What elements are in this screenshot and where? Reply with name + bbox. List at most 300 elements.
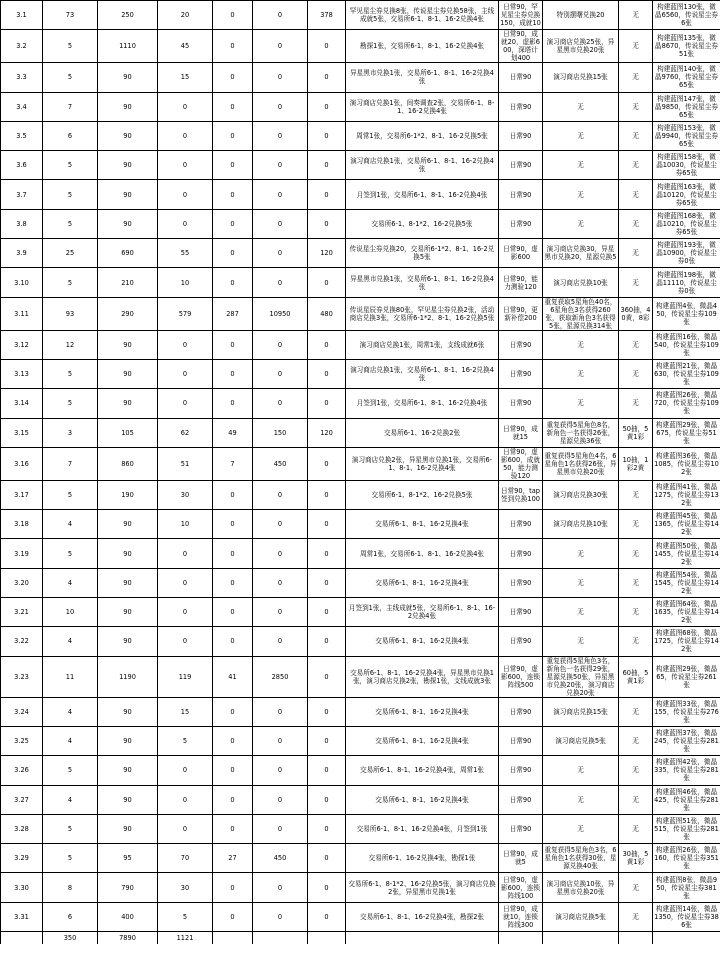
cell-shop-source: 无 — [543, 756, 619, 785]
total-date — [1, 932, 43, 944]
cell-col-g: 0 — [308, 627, 346, 656]
cell-source-detail: 异星黑市兑换1张，交易所6-1、8-1、16-2兑换4张 — [346, 268, 499, 297]
cell-col-e: 0 — [213, 510, 253, 539]
cell-pull-result: 无 — [619, 627, 653, 656]
table-row — [1, 359, 720, 388]
cell-daily-source: 日常90 — [499, 756, 543, 785]
cell-col-b: 11 — [43, 656, 98, 697]
cell-col-g: 0 — [308, 330, 346, 359]
cell-pull-result: 60抽，5黄1彩 — [619, 656, 653, 697]
cell-col-f: 150 — [253, 418, 308, 447]
cell-col-f: 0 — [253, 627, 308, 656]
cell-col-c: 90 — [98, 756, 158, 785]
total-col-g — [308, 932, 346, 944]
cell-col-d: 55 — [158, 239, 213, 268]
cell-col-g: 0 — [308, 63, 346, 92]
cell-col-d: 70 — [158, 844, 213, 873]
cell-pull-result: 无 — [619, 480, 653, 509]
cell-daily-source: 日常90 — [499, 697, 543, 726]
cell-col-g: 0 — [308, 180, 346, 209]
cell-col-g: 0 — [308, 121, 346, 150]
cell-col-g: 0 — [308, 844, 346, 873]
cell-source-detail: 交易所6-1、8-1、16-2兑换4张，月签到1张 — [346, 814, 499, 843]
cell-col-b: 5 — [43, 756, 98, 785]
cell-col-d: 20 — [158, 1, 213, 30]
cell-col-e: 0 — [213, 92, 253, 121]
cell-col-d: 5 — [158, 902, 213, 931]
cell-col-c: 90 — [98, 814, 158, 843]
cell-pull-result: 无 — [619, 902, 653, 931]
cell-shop-source: 重复获得5星角色4名，6星角色1名获得26张，异星黑市兑换20张 — [543, 447, 619, 480]
cell-col-e: 0 — [213, 568, 253, 597]
cell-col-d: 0 — [158, 151, 213, 180]
cell-col-c: 90 — [98, 539, 158, 568]
cell-balance: 构建蓝图168张，微晶10210，传说星尘券65张 — [653, 209, 720, 238]
cell-balance: 构建蓝图46张，微晶425，传说星尘券281张 — [653, 785, 720, 814]
cell-date: 3.13 — [1, 359, 43, 388]
cell-col-e: 287 — [213, 297, 253, 330]
cell-col-f: 0 — [253, 814, 308, 843]
cell-daily-source: 日常90 — [499, 726, 543, 755]
cell-col-e: 0 — [213, 598, 253, 627]
cell-col-b: 12 — [43, 330, 98, 359]
table-row — [1, 209, 720, 238]
cell-col-f: 450 — [253, 844, 308, 873]
cell-balance: 构建蓝图16张，微晶540，传说星尘券109张 — [653, 330, 720, 359]
cell-source-detail: 交易所6-1、8-1*2、16-2兑换5张 — [346, 209, 499, 238]
cell-source-detail: 交易所6-1、8-1、16-2兑换4张，勘探2张 — [346, 902, 499, 931]
table-row — [1, 627, 720, 656]
cell-pull-result: 无 — [619, 63, 653, 92]
cell-source-detail: 交易所6-1、16-2兑换4张，勘探1张 — [346, 844, 499, 873]
cell-col-g: 0 — [308, 814, 346, 843]
cell-pull-result: 50抽，5黄1彩 — [619, 418, 653, 447]
cell-col-g: 0 — [308, 656, 346, 697]
cell-col-d: 5 — [158, 726, 213, 755]
table-row — [1, 330, 720, 359]
cell-date: 3.8 — [1, 209, 43, 238]
cell-col-e: 0 — [213, 180, 253, 209]
cell-col-d: 0 — [158, 539, 213, 568]
cell-balance: 构建蓝图54张，微晶1545，传说星尘券142张 — [653, 568, 720, 597]
table-row — [1, 121, 720, 150]
cell-col-f: 0 — [253, 873, 308, 902]
cell-daily-source: 日常90，虚影600，成就50，能力测验120 — [499, 447, 543, 480]
table-row — [1, 726, 720, 755]
cell-date: 3.30 — [1, 873, 43, 902]
cell-col-d: 10 — [158, 268, 213, 297]
cell-daily-source: 日常90，成就5 — [499, 844, 543, 873]
cell-shop-source: 演习商店兑换15张 — [543, 697, 619, 726]
cell-col-c: 90 — [98, 63, 158, 92]
table-row — [1, 239, 720, 268]
table-row — [1, 480, 720, 509]
total-source-detail — [346, 932, 499, 944]
cell-col-f: 0 — [253, 785, 308, 814]
cell-daily-source: 日常90 — [499, 209, 543, 238]
cell-source-detail: 交易所6-1、8-1、16-2兑换4张 — [346, 697, 499, 726]
cell-col-d: 45 — [158, 30, 213, 63]
cell-date: 3.29 — [1, 844, 43, 873]
cell-shop-source: 重复获得5星角色3名，6星角色1名获得30张，星源兑换40张 — [543, 844, 619, 873]
cell-balance: 构建蓝图193张，微晶10900，传说星尘券0张 — [653, 239, 720, 268]
cell-col-f: 0 — [253, 151, 308, 180]
cell-col-g: 480 — [308, 297, 346, 330]
cell-col-f: 0 — [253, 568, 308, 597]
cell-col-b: 4 — [43, 510, 98, 539]
cell-col-d: 0 — [158, 389, 213, 418]
cell-col-e: 0 — [213, 726, 253, 755]
cell-source-detail: 交易所6-1、8-1、16-2兑换4张 — [346, 510, 499, 539]
cell-source-detail: 演习商店兑换1张，交易所6-1、8-1、16-2兑换4张 — [346, 359, 499, 388]
cell-shop-source: 无 — [543, 121, 619, 150]
cell-col-d: 30 — [158, 873, 213, 902]
cell-col-c: 90 — [98, 726, 158, 755]
cell-shop-source: 演习商店兑换5张 — [543, 902, 619, 931]
cell-shop-source: 无 — [543, 92, 619, 121]
table-row — [1, 151, 720, 180]
table-row — [1, 418, 720, 447]
cell-col-d: 15 — [158, 63, 213, 92]
cell-col-d: 0 — [158, 756, 213, 785]
cell-col-c: 90 — [98, 330, 158, 359]
cell-pull-result: 无 — [619, 180, 653, 209]
cell-daily-source: 日常90 — [499, 539, 543, 568]
total-col-c: 7890 — [98, 932, 158, 944]
cell-pull-result: 10抽，1彩2黄 — [619, 447, 653, 480]
cell-col-e: 0 — [213, 627, 253, 656]
cell-daily-source: 日常90，罕见星尘券兑换150，成就10 — [499, 1, 543, 30]
cell-source-detail: 演习商店兑换1张，间奏调查2张，交易所6-1、8-1、16-2兑换4张 — [346, 92, 499, 121]
cell-col-g: 0 — [308, 30, 346, 63]
cell-col-d: 0 — [158, 209, 213, 238]
cell-balance: 构建蓝图51张，微晶515，传说星尘券281张 — [653, 814, 720, 843]
cell-pull-result: 无 — [619, 785, 653, 814]
cell-date: 3.19 — [1, 539, 43, 568]
cell-daily-source: 日常90 — [499, 63, 543, 92]
cell-col-f: 0 — [253, 756, 308, 785]
cell-col-f: 0 — [253, 180, 308, 209]
cell-source-detail: 周常1张，交易所6-1*2、8-1、16-2兑换5张 — [346, 121, 499, 150]
cell-col-d: 0 — [158, 598, 213, 627]
cell-col-d: 0 — [158, 330, 213, 359]
cell-balance: 构建蓝图140张，微晶9760，传说星尘券65张 — [653, 63, 720, 92]
cell-col-g: 0 — [308, 568, 346, 597]
total-col-f — [253, 932, 308, 944]
cell-col-e: 0 — [213, 330, 253, 359]
cell-balance: 构建蓝图26张，微晶720，传说星尘券109张 — [653, 389, 720, 418]
table-row — [1, 389, 720, 418]
cell-col-c: 690 — [98, 239, 158, 268]
cell-daily-source: 日常90，成就10，连锁阵线300 — [499, 902, 543, 931]
cell-col-c: 90 — [98, 785, 158, 814]
cell-balance: 构建蓝图135张，微晶8670，传说星尘券51张 — [653, 30, 720, 63]
cell-col-b: 25 — [43, 239, 98, 268]
cell-balance: 构建蓝图36张，微晶1085，传说星尘券102张 — [653, 447, 720, 480]
cell-col-d: 119 — [158, 656, 213, 697]
cell-balance: 构建蓝图4张，微晶450，传说星尘券109张 — [653, 297, 720, 330]
table-row — [1, 756, 720, 785]
cell-shop-source: 无 — [543, 389, 619, 418]
cell-shop-source: 无 — [543, 209, 619, 238]
cell-col-e: 0 — [213, 63, 253, 92]
table-row — [1, 873, 720, 902]
cell-pull-result: 无 — [619, 814, 653, 843]
cell-col-b: 5 — [43, 814, 98, 843]
cell-col-e: 0 — [213, 239, 253, 268]
cell-daily-source: 日常90，tap签到兑换100 — [499, 480, 543, 509]
cell-col-g: 0 — [308, 539, 346, 568]
cell-daily-source: 日常90，成就20，虚影600，深塔计划400 — [499, 30, 543, 63]
cell-col-b: 7 — [43, 447, 98, 480]
cell-col-c: 90 — [98, 389, 158, 418]
cell-balance: 构建蓝图42张，微晶335，传说星尘券281张 — [653, 756, 720, 785]
total-pull-result — [619, 932, 653, 944]
cell-col-e: 0 — [213, 902, 253, 931]
cell-col-e: 0 — [213, 756, 253, 785]
cell-col-c: 290 — [98, 297, 158, 330]
table-row — [1, 697, 720, 726]
cell-pull-result: 无 — [619, 539, 653, 568]
cell-col-g: 0 — [308, 598, 346, 627]
cell-daily-source: 日常90 — [499, 568, 543, 597]
cell-pull-result: 无 — [619, 1, 653, 30]
cell-daily-source: 日常90 — [499, 785, 543, 814]
cell-col-c: 90 — [98, 92, 158, 121]
cell-date: 3.9 — [1, 239, 43, 268]
table-row — [1, 814, 720, 843]
cell-col-d: 10 — [158, 510, 213, 539]
cell-shop-source: 无 — [543, 330, 619, 359]
table-row — [1, 656, 720, 697]
total-col-e — [213, 932, 253, 944]
cell-shop-source: 特别摆曙兑换20 — [543, 1, 619, 30]
cell-col-f: 0 — [253, 598, 308, 627]
cell-col-c: 90 — [98, 598, 158, 627]
table-body — [1, 1, 720, 944]
cell-source-detail: 演习商店兑换2张，异星黑市兑换1张，交易所6-1、8-1、16-2兑换4张 — [346, 447, 499, 480]
cell-col-c: 90 — [98, 121, 158, 150]
cell-col-g: 0 — [308, 151, 346, 180]
cell-col-b: 5 — [43, 151, 98, 180]
cell-col-g: 0 — [308, 697, 346, 726]
cell-col-g: 0 — [308, 447, 346, 480]
cell-source-detail: 演习商店兑换1张，交易所6-1、8-1、16-2兑换4张 — [346, 151, 499, 180]
cell-balance: 构建蓝图29张，微晶65，传说星尘券261张 — [653, 656, 720, 697]
cell-col-g: 0 — [308, 726, 346, 755]
cell-balance: 构建蓝图29张，微晶675，传说星尘券51张 — [653, 418, 720, 447]
cell-col-c: 90 — [98, 510, 158, 539]
cell-balance: 构建蓝图130张，微晶6560，传说星尘券6张 — [653, 1, 720, 30]
cell-date: 3.12 — [1, 330, 43, 359]
cell-col-g: 120 — [308, 418, 346, 447]
cell-col-b: 3 — [43, 418, 98, 447]
cell-shop-source: 演习商店兑换30，异星黑市兑换20，星源兑换5 — [543, 239, 619, 268]
cell-daily-source: 日常90，能力测验120 — [499, 268, 543, 297]
cell-source-detail: 交易所6-1、8-1、16-2兑换4张 — [346, 726, 499, 755]
cell-pull-result: 无 — [619, 873, 653, 902]
cell-col-c: 90 — [98, 151, 158, 180]
cell-daily-source: 日常90 — [499, 627, 543, 656]
cell-col-e: 0 — [213, 814, 253, 843]
cell-pull-result: 无 — [619, 330, 653, 359]
cell-col-b: 4 — [43, 726, 98, 755]
cell-col-g: 0 — [308, 209, 346, 238]
cell-col-d: 62 — [158, 418, 213, 447]
cell-daily-source: 日常90 — [499, 598, 543, 627]
cell-shop-source: 演习商店兑换25张，异星黑市兑换20张 — [543, 30, 619, 63]
cell-col-c: 90 — [98, 359, 158, 388]
cell-date: 3.6 — [1, 151, 43, 180]
cell-col-g: 0 — [308, 268, 346, 297]
cell-daily-source: 日常90，虚影600，连锁阵线100 — [499, 873, 543, 902]
cell-balance: 构建蓝图14张，微晶1350，传说星尘券386张 — [653, 902, 720, 931]
table-row — [1, 447, 720, 480]
cell-daily-source: 日常90 — [499, 121, 543, 150]
cell-balance: 构建蓝图26张，微晶160，传说星尘券351张 — [653, 844, 720, 873]
cell-col-g: 0 — [308, 359, 346, 388]
cell-date: 3.24 — [1, 697, 43, 726]
cell-col-c: 210 — [98, 268, 158, 297]
cell-balance: 构建蓝图68张，微晶1725，传说星尘券142张 — [653, 627, 720, 656]
cell-col-c: 90 — [98, 697, 158, 726]
cell-date: 3.11 — [1, 297, 43, 330]
cell-pull-result: 无 — [619, 359, 653, 388]
cell-date: 3.10 — [1, 268, 43, 297]
table-row — [1, 63, 720, 92]
cell-daily-source: 日常90 — [499, 151, 543, 180]
cell-shop-source: 重复获得5星角色8名，新角色一名获得26张，星源兑换36张 — [543, 418, 619, 447]
cell-col-g: 0 — [308, 92, 346, 121]
cell-pull-result: 360抽，40黄，8彩 — [619, 297, 653, 330]
cell-source-detail: 月签到1张，主线成就5张，交易所6-1、8-1、16-2兑换4张 — [346, 598, 499, 627]
cell-col-f: 0 — [253, 239, 308, 268]
cell-col-b: 6 — [43, 902, 98, 931]
cell-pull-result: 无 — [619, 726, 653, 755]
table-row — [1, 568, 720, 597]
cell-col-e: 7 — [213, 447, 253, 480]
cell-source-detail: 异星黑市兑换1张，交易所6-1、8-1、16-2兑换4张 — [346, 63, 499, 92]
cell-balance: 构建蓝图41张，微晶1275，传说星尘券132张 — [653, 480, 720, 509]
cell-date: 3.31 — [1, 902, 43, 931]
cell-pull-result: 无 — [619, 239, 653, 268]
cell-col-c: 1190 — [98, 656, 158, 697]
cell-col-c: 790 — [98, 873, 158, 902]
cell-col-e: 0 — [213, 121, 253, 150]
cell-pull-result: 无 — [619, 92, 653, 121]
cell-shop-source: 无 — [543, 627, 619, 656]
totals-row — [1, 932, 720, 944]
cell-source-detail: 交易所6-1、8-1、16-2兑换4张 — [346, 627, 499, 656]
cell-col-g: 0 — [308, 510, 346, 539]
cell-col-b: 10 — [43, 598, 98, 627]
cell-col-d: 0 — [158, 359, 213, 388]
cell-col-c: 90 — [98, 209, 158, 238]
cell-source-detail: 交易所6-1、8-1、16-2兑换4张 — [346, 785, 499, 814]
cell-date: 3.4 — [1, 92, 43, 121]
cell-balance: 构建蓝图153张，微晶9940，传说星尘券65张 — [653, 121, 720, 150]
cell-col-d: 0 — [158, 627, 213, 656]
cell-col-f: 0 — [253, 510, 308, 539]
table-row — [1, 1, 720, 30]
cell-col-b: 7 — [43, 92, 98, 121]
cell-col-f: 0 — [253, 268, 308, 297]
cell-pull-result: 无 — [619, 510, 653, 539]
cell-source-detail: 传说星尘券兑换20，交易所6-1*2、8-1、16-2兑换5张 — [346, 239, 499, 268]
cell-col-b: 5 — [43, 480, 98, 509]
cell-balance: 构建蓝图163张，微晶10120，传说星尘券65张 — [653, 180, 720, 209]
cell-col-f: 0 — [253, 359, 308, 388]
cell-daily-source: 日常90 — [499, 359, 543, 388]
cell-col-e: 0 — [213, 785, 253, 814]
cell-pull-result: 无 — [619, 209, 653, 238]
cell-balance: 构建蓝图147张，微晶9850，传说星尘券65张 — [653, 92, 720, 121]
cell-source-detail: 传说星辰券兑换80张，罕见星尘券兑换2张，活动商店兑换3张，交易所6-1*2、8-1、16-2兑换5张 — [346, 297, 499, 330]
cell-date: 3.14 — [1, 389, 43, 418]
cell-col-g: 0 — [308, 480, 346, 509]
cell-col-d: 30 — [158, 480, 213, 509]
cell-shop-source: 重复获得5星角色3名，新角色一名获得29张，星源兑换50张，异星黑市兑换20张，演习商店兑换20张 — [543, 656, 619, 697]
cell-balance: 构建蓝图45张，微晶1365，传说星尘券142张 — [653, 510, 720, 539]
cell-shop-source: 演习商店兑换5张 — [543, 726, 619, 755]
cell-shop-source: 无 — [543, 568, 619, 597]
cell-col-e: 0 — [213, 539, 253, 568]
cell-daily-source: 日常90 — [499, 389, 543, 418]
table-row — [1, 268, 720, 297]
table-row — [1, 539, 720, 568]
table-row — [1, 510, 720, 539]
cell-shop-source: 演习商店兑换10张，异星黑市兑换20张 — [543, 873, 619, 902]
cell-col-f: 10950 — [253, 297, 308, 330]
cell-date: 3.5 — [1, 121, 43, 150]
cell-col-c: 190 — [98, 480, 158, 509]
cell-col-g: 0 — [308, 873, 346, 902]
cell-date: 3.20 — [1, 568, 43, 597]
cell-date: 3.3 — [1, 63, 43, 92]
cell-col-e: 0 — [213, 697, 253, 726]
cell-date: 3.22 — [1, 627, 43, 656]
cell-daily-source: 日常90，成就15 — [499, 418, 543, 447]
cell-col-b: 5 — [43, 359, 98, 388]
cell-pull-result: 无 — [619, 756, 653, 785]
cell-pull-result: 无 — [619, 151, 653, 180]
cell-date: 3.28 — [1, 814, 43, 843]
cell-col-b: 6 — [43, 121, 98, 150]
cell-col-b: 5 — [43, 30, 98, 63]
cell-col-e: 27 — [213, 844, 253, 873]
cell-col-e: 0 — [213, 268, 253, 297]
cell-date: 3.25 — [1, 726, 43, 755]
total-col-d: 1121 — [158, 932, 213, 944]
cell-col-e: 0 — [213, 480, 253, 509]
cell-date: 3.7 — [1, 180, 43, 209]
table-row — [1, 92, 720, 121]
cell-balance: 构建蓝图33张，微晶155，传说星尘券276张 — [653, 697, 720, 726]
cell-col-f: 0 — [253, 389, 308, 418]
cell-col-e: 0 — [213, 1, 253, 30]
cell-shop-source: 演习商店兑换30张 — [543, 480, 619, 509]
cell-col-g: 0 — [308, 756, 346, 785]
cell-col-b: 5 — [43, 389, 98, 418]
cell-date: 3.27 — [1, 785, 43, 814]
cell-balance: 构建蓝图50张，微晶1455，传说星尘券142张 — [653, 539, 720, 568]
total-col-b: 350 — [43, 932, 98, 944]
cell-col-f: 0 — [253, 902, 308, 931]
cell-source-detail: 演习商店兑换1张，周常1张，支线成就6张 — [346, 330, 499, 359]
cell-col-e: 41 — [213, 656, 253, 697]
cell-source-detail: 周常1张，交易所6-1、8-1、16-2兑换4张 — [346, 539, 499, 568]
cell-balance: 构建蓝图64张，微晶1635，传说星尘券142张 — [653, 598, 720, 627]
